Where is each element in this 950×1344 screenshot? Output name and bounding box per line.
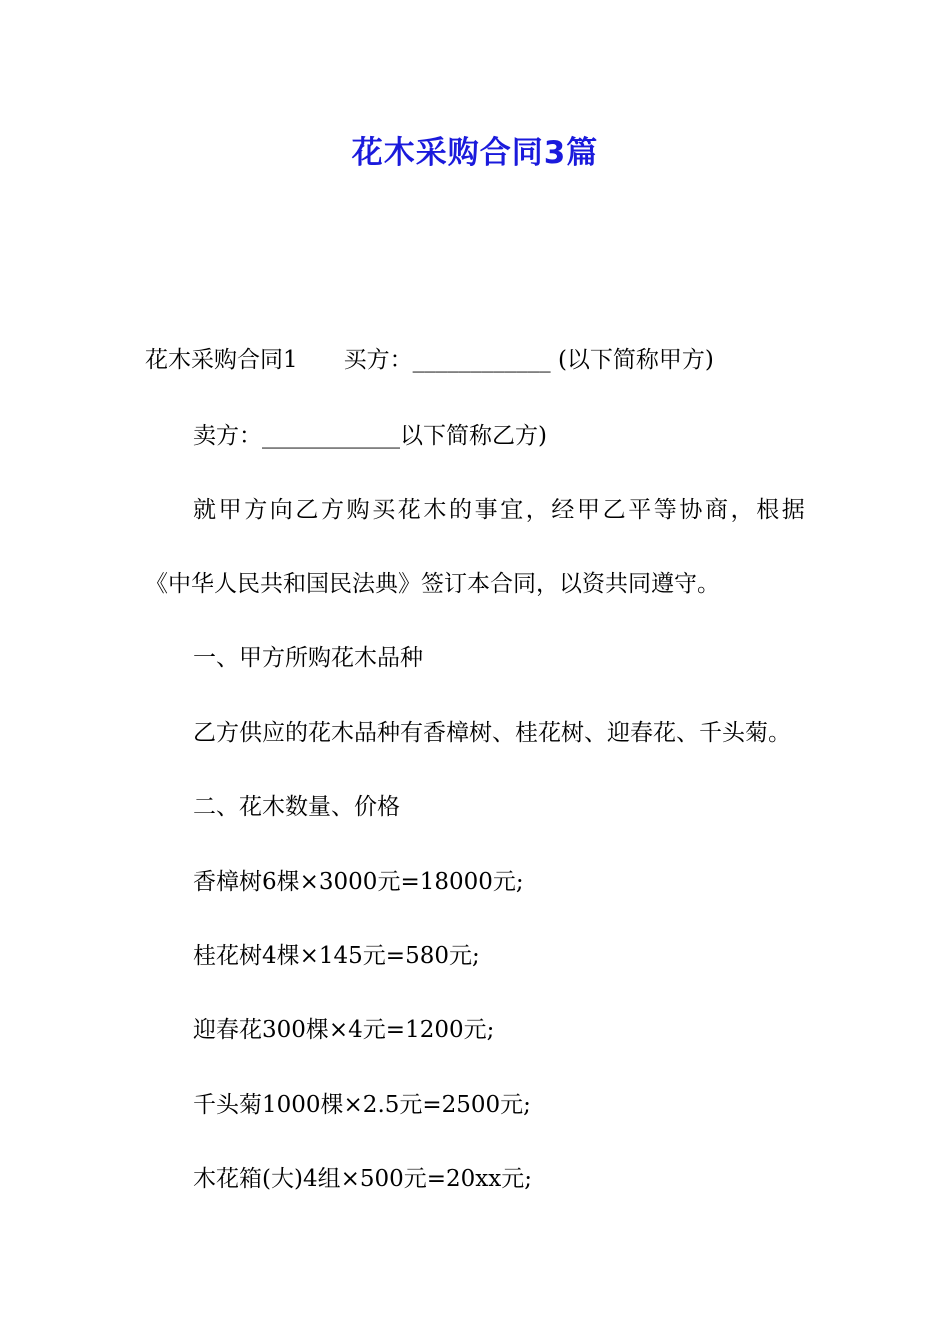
- seller-line: 卖方：____________以下简称乙方): [193, 423, 547, 449]
- price-item: 千头菊1000棵×2.5元=2500元;: [193, 1092, 531, 1118]
- section-1-body: 乙方供应的花木品种有香樟树、桂花树、迎春花、千头菊。: [193, 720, 791, 746]
- document-title: 花木采购合同3篇: [351, 135, 599, 171]
- price-item: 迎春花300棵×4元=1200元;: [193, 1017, 495, 1043]
- intro-paragraph-line-2: 《中华人民共和国民法典》签订本合同，以资共同遵守。: [145, 571, 720, 597]
- intro-paragraph-line-1: 就甲方向乙方购买花木的事宜，经甲乙平等协商，根据: [193, 497, 808, 523]
- price-item: 桂花树4棵×145元=580元;: [193, 943, 480, 969]
- contract-heading: 花木采购合同1: [145, 347, 298, 373]
- price-item: 木花箱(大)4组×500元=20xx元;: [193, 1166, 532, 1192]
- contract-heading-line: [145, 343, 714, 377]
- buyer-line: 买方：____________ (以下简称甲方): [343, 347, 714, 373]
- section-2-heading: 二、花木数量、价格: [193, 794, 400, 820]
- section-1-heading: 一、甲方所购花木品种: [193, 645, 423, 671]
- price-item: 香樟树6棵×3000元=18000元;: [193, 869, 524, 895]
